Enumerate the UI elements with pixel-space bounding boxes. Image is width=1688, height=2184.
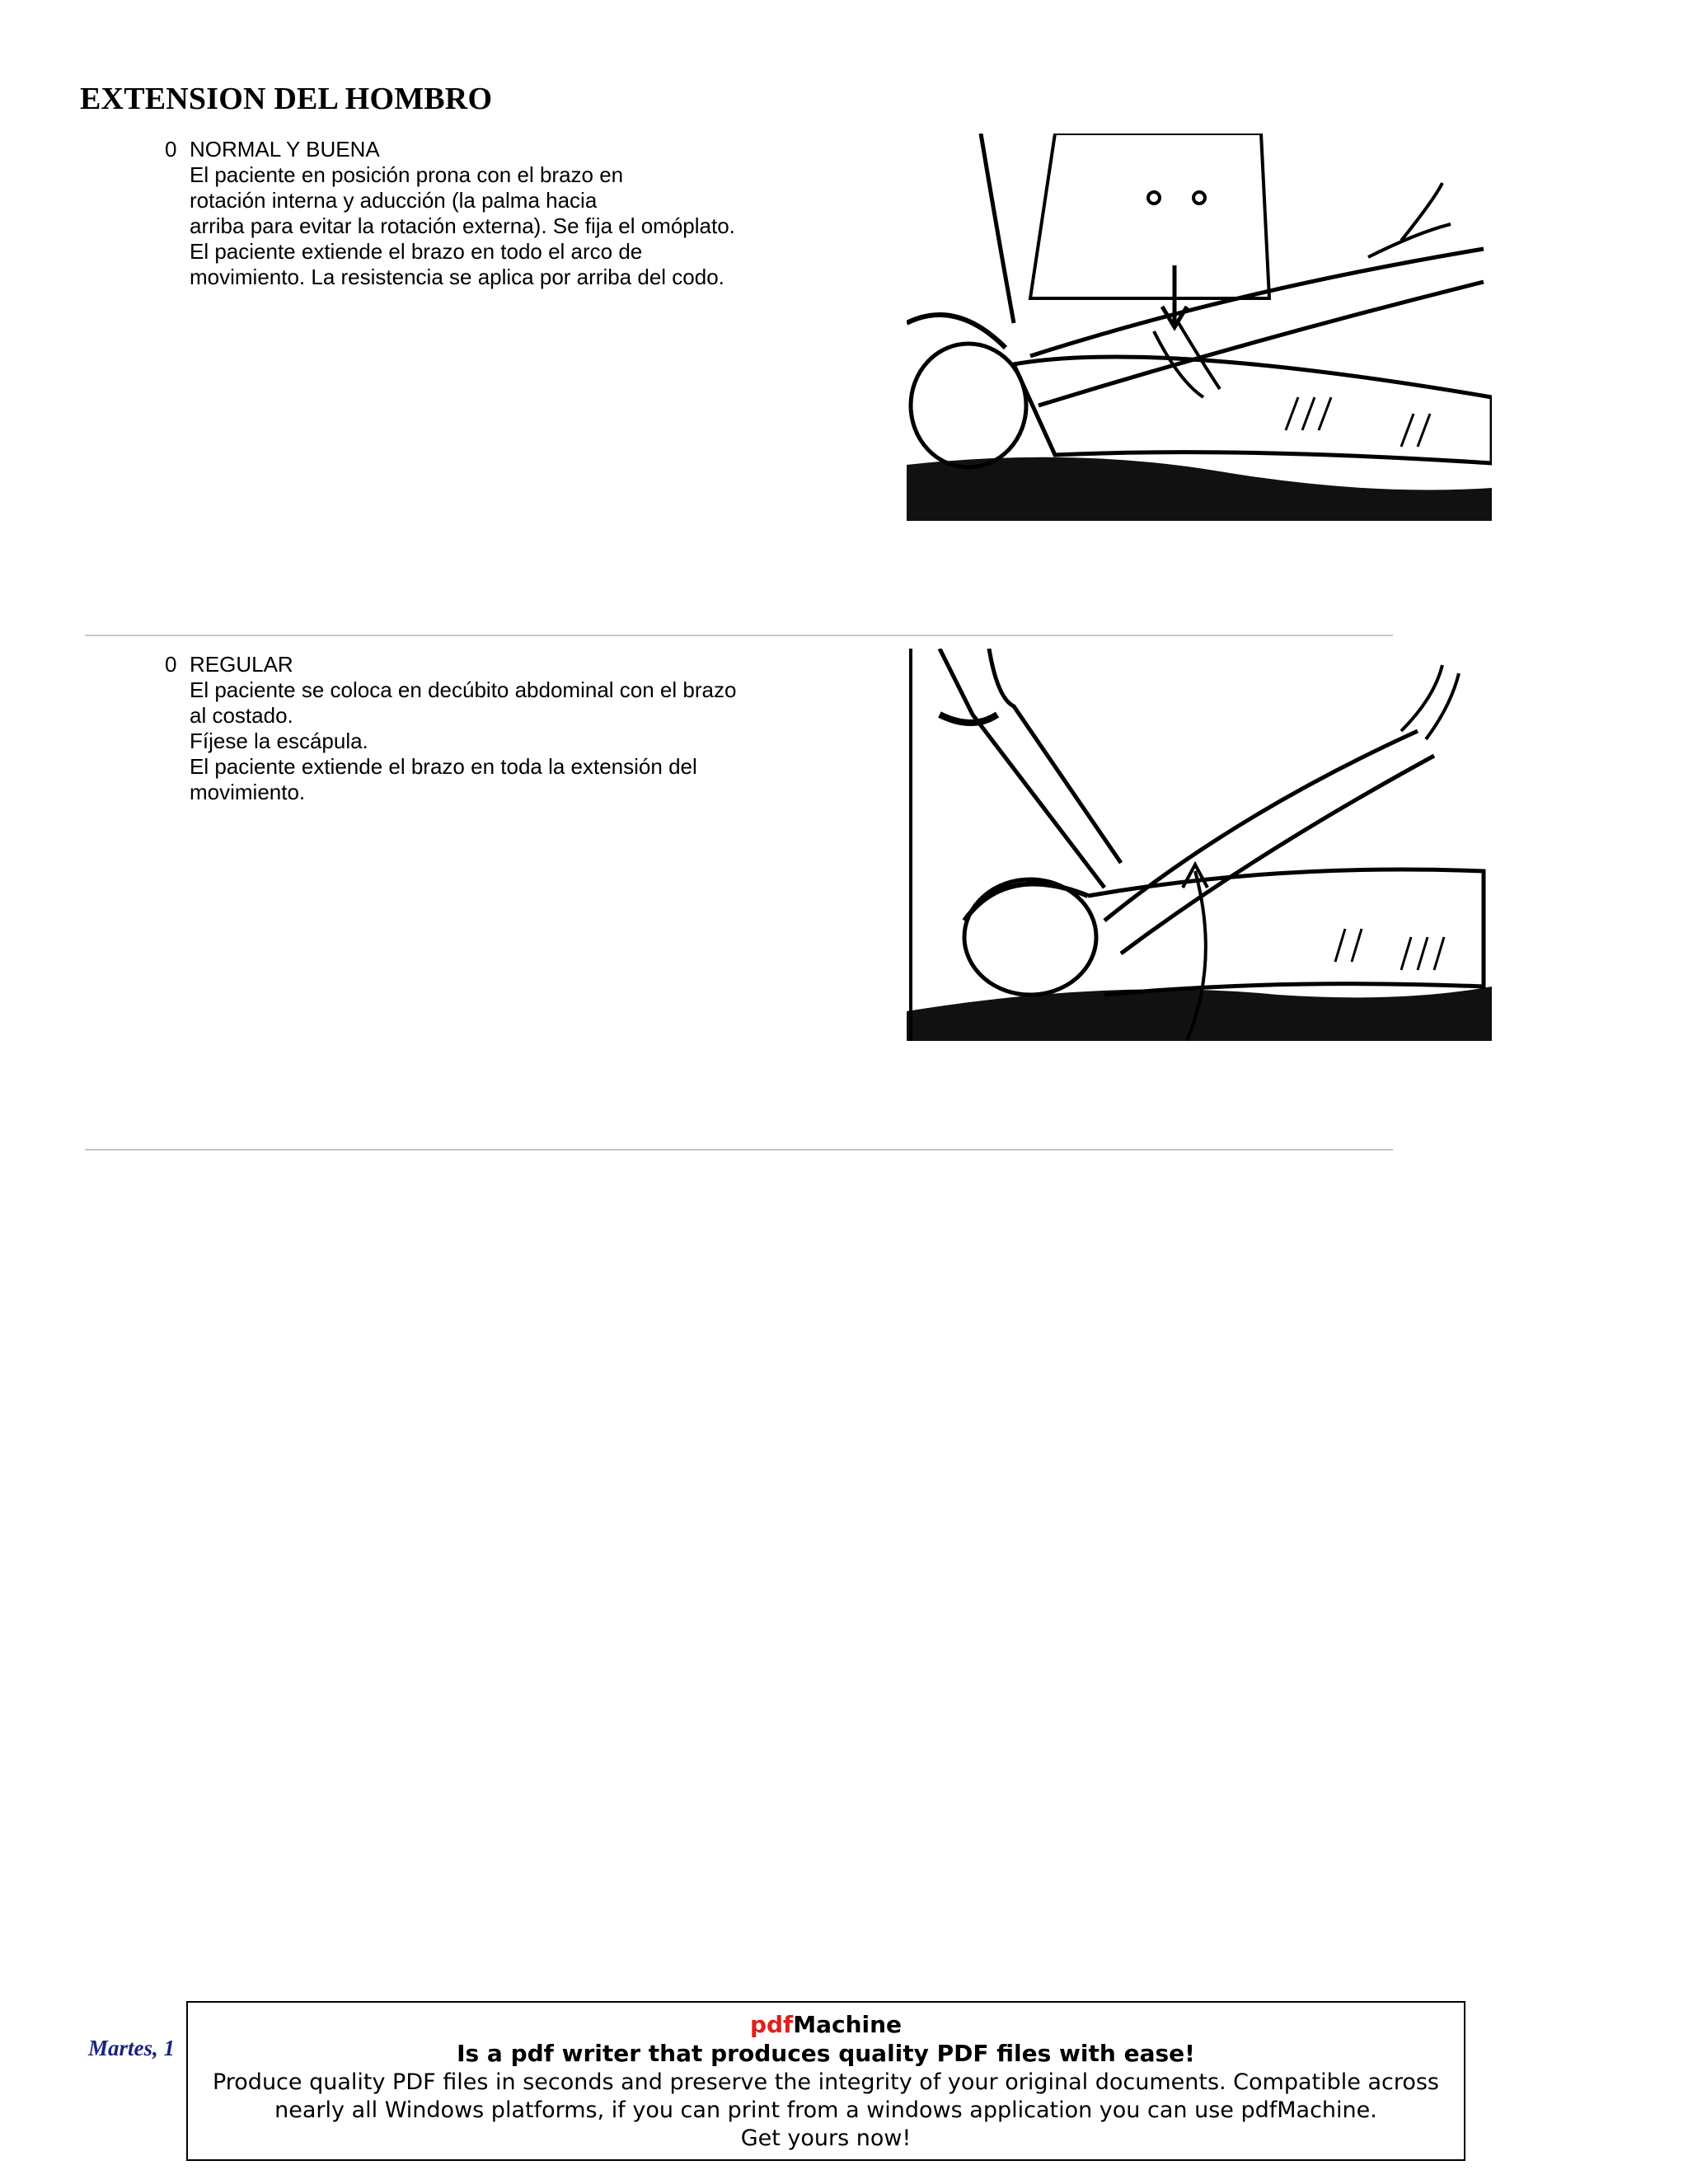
footer-date: Martes, 1 [88, 2036, 176, 2060]
ad-body [188, 2069, 1464, 2153]
section-regular [165, 652, 791, 805]
ad-brand-pdf: pdf [749, 2011, 794, 2038]
description-line: El paciente se coloca en decúbito abdominal con el brazo [190, 677, 737, 702]
ad-tagline: Is a pdf writer that produces quality PDF files with ease! [457, 2040, 1195, 2067]
grade-label: NORMAL Y BUENA [190, 137, 380, 162]
illustration-prone-arm-extension-gravity [907, 649, 1492, 1041]
page-title: EXTENSION DEL HOMBRO [80, 82, 493, 116]
ad-brand [188, 2011, 1464, 2039]
description-line: El paciente en posición prona con el brazo en [190, 162, 624, 187]
grade-number: 0 [165, 652, 177, 677]
description-line: El paciente extiende el brazo en todo el arco de [190, 239, 643, 264]
illustration-drawing [907, 649, 1492, 1041]
description-line: rotación interna y aducción (la palma hacia [190, 188, 598, 213]
grade-label: REGULAR [190, 652, 293, 677]
description-line: movimiento. La resistencia se aplica por arriba del codo. [190, 265, 724, 289]
grade-description [190, 162, 791, 290]
divider [85, 1149, 1393, 1151]
illustration-drawing [907, 134, 1492, 521]
description-line: arriba para evitar la rotación externa). Se fija el omóplato. [190, 213, 735, 238]
ad-brand-machine: Machine [793, 2011, 903, 2038]
divider [85, 635, 1393, 636]
grade-description [190, 677, 791, 805]
illustration-prone-arm-extension-resisted [907, 134, 1492, 521]
pdfmachine-ad-banner[interactable] [186, 2001, 1465, 2161]
ad-body-line: nearly all Windows platforms, if you can print from a windows application you can use pdfMachine. [274, 2097, 1377, 2123]
section-normal-buena [165, 137, 791, 290]
description-line: El paciente extiende el brazo en toda la extensión del [190, 754, 697, 779]
grade-heading [165, 652, 791, 677]
grade-heading [165, 137, 791, 162]
description-line: al costado. [190, 703, 293, 728]
description-line: Fíjese la escápula. [190, 729, 368, 753]
ad-body-line: Produce quality PDF files in seconds and preserve the integrity of your original documents. Compatible across [212, 2069, 1440, 2095]
ad-body-line: Get yours now! [740, 2125, 912, 2151]
grade-number: 0 [165, 137, 177, 162]
description-line: movimiento. [190, 780, 306, 804]
